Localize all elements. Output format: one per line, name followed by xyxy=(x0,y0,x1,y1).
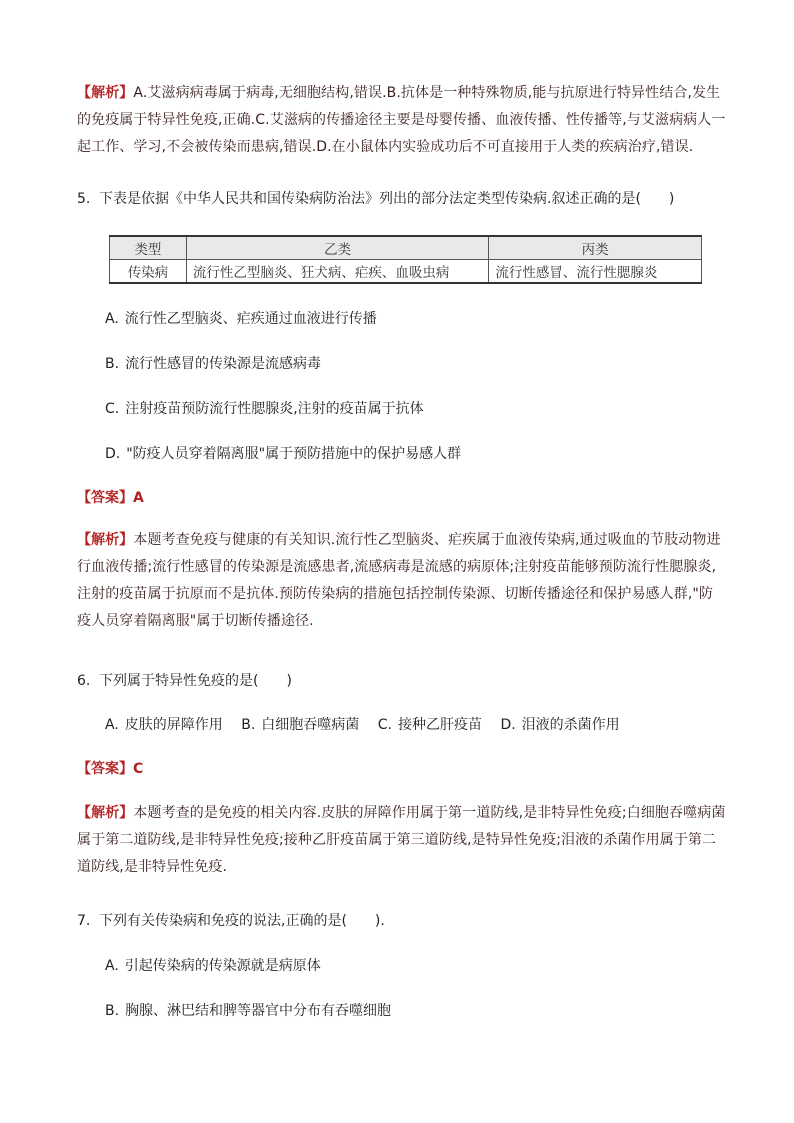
option-text: 注射疫苗预防流行性腮腺炎,注射的疫苗属于抗体 xyxy=(125,401,424,417)
option-b xyxy=(105,1001,391,1021)
analysis-text: 本题考查的是免疫的相关内容.皮肤的屏障作用属于第一道防线,是非特异性免疫;白细胞吞噬病菌属于第二道防线,是非特异性免疫;接种乙肝疫苗属于第三道防线,是特异性免疫;泪液的杀菌作用属于第二道防线,是非特异性免疫. xyxy=(77,805,726,875)
analysis-paragraph-q6 xyxy=(77,800,727,881)
question-7 xyxy=(77,911,727,931)
option-letter: D. xyxy=(500,717,516,733)
question-6 xyxy=(77,671,727,691)
option-b xyxy=(241,717,359,733)
option-letter: A. xyxy=(105,958,119,974)
option-a xyxy=(105,956,321,976)
option-letter: C. xyxy=(105,401,120,417)
option-letter: A. xyxy=(105,311,119,327)
option-text: 胸腺、淋巴结和脾等器官中分布有吞噬细胞 xyxy=(125,1003,392,1019)
option-text: "防疫人员穿着隔离服"属于预防措施中的保护易感人群 xyxy=(126,446,462,462)
option-letter: B. xyxy=(105,1003,120,1019)
analysis-paragraph-q4 xyxy=(77,80,727,161)
option-text: 流行性乙型脑炎、疟疾通过血液进行传播 xyxy=(124,311,377,327)
option-b xyxy=(105,354,321,374)
table-header-row xyxy=(110,236,702,260)
table-header-cell: 类型 xyxy=(110,236,187,260)
disease-table xyxy=(109,235,702,284)
table-cell: 流行性乙型脑炎、狂犬病、疟疾、血吸虫病 xyxy=(186,260,488,284)
option-text: 引起传染病的传染源就是病原体 xyxy=(124,958,321,974)
option-a xyxy=(105,717,223,733)
options-row-q6 xyxy=(105,715,620,735)
table-cell: 流行性感冒、流行性腮腺炎 xyxy=(489,260,702,284)
analysis-tag: 【解析】 xyxy=(77,532,134,548)
option-letter: B. xyxy=(241,717,256,733)
question-5 xyxy=(77,189,727,209)
question-number: 7. xyxy=(77,913,91,929)
answer-q6: 【答案】C xyxy=(77,761,144,777)
answer-q5: 【答案】A xyxy=(77,490,144,506)
option-letter: C. xyxy=(377,717,392,733)
analysis-text: A.艾滋病病毒属于病毒,无细胞结构,错误.B.抗体是一种特殊物质,能与抗原进行特异性结合,发生的免疫属于特异性免疫,正确.C.艾滋病的传播途径主要是母婴传播、血液传播、性传播等,与艾滋病病人一起工作、学习,不会被传染而患病,错误.D.在小鼠体内实验成功后不可直接用于人类的疾病治疗,错误. xyxy=(77,85,726,155)
analysis-paragraph-q5 xyxy=(77,527,727,635)
question-number: 6. xyxy=(77,673,91,689)
table-cell: 传染病 xyxy=(110,260,187,284)
option-letter: B. xyxy=(105,356,120,372)
analysis-tag: 【解析】 xyxy=(77,85,134,101)
option-d xyxy=(105,444,461,464)
option-a xyxy=(105,309,377,329)
table-row xyxy=(110,260,702,284)
analysis-tag: 【解析】 xyxy=(77,805,134,821)
question-text: 下列有关传染病和免疫的说法,正确的是( ). xyxy=(99,913,385,929)
option-letter: D. xyxy=(105,446,121,462)
option-text: 白细胞吞噬病菌 xyxy=(261,717,360,733)
option-c xyxy=(378,717,482,733)
option-text: 接种乙肝疫苗 xyxy=(397,717,482,733)
question-number: 5. xyxy=(77,191,91,207)
option-text: 皮肤的屏障作用 xyxy=(124,717,223,733)
analysis-text: 本题考查免疫与健康的有关知识.流行性乙型脑炎、疟疾属于血液传染病,通过吸血的节肢动物进行血液传播;流行性感冒的传染源是流感患者,流感病毒是流感的病原体;注射疫苗能够预防流行性腮腺炎,注射的疫苗属于抗原而不是抗体.预防传染病的措施包括控制传染源、切断传播途径和保护易感人群,"防疫人员穿着隔离服"属于切断传播途径. xyxy=(77,532,721,629)
table-header-cell: 乙类 xyxy=(186,236,488,260)
option-letter: A. xyxy=(105,717,119,733)
question-text: 下表是依据《中华人民共和国传染病防治法》列出的部分法定类型传染病.叙述正确的是( ) xyxy=(99,191,675,207)
table-header-cell: 丙类 xyxy=(489,236,702,260)
option-text: 泪液的杀菌作用 xyxy=(521,717,620,733)
option-d xyxy=(500,717,619,733)
option-text: 流行性感冒的传染源是流感病毒 xyxy=(125,356,322,372)
question-text: 下列属于特异性免疫的是( ) xyxy=(99,673,292,689)
option-c xyxy=(105,399,424,419)
